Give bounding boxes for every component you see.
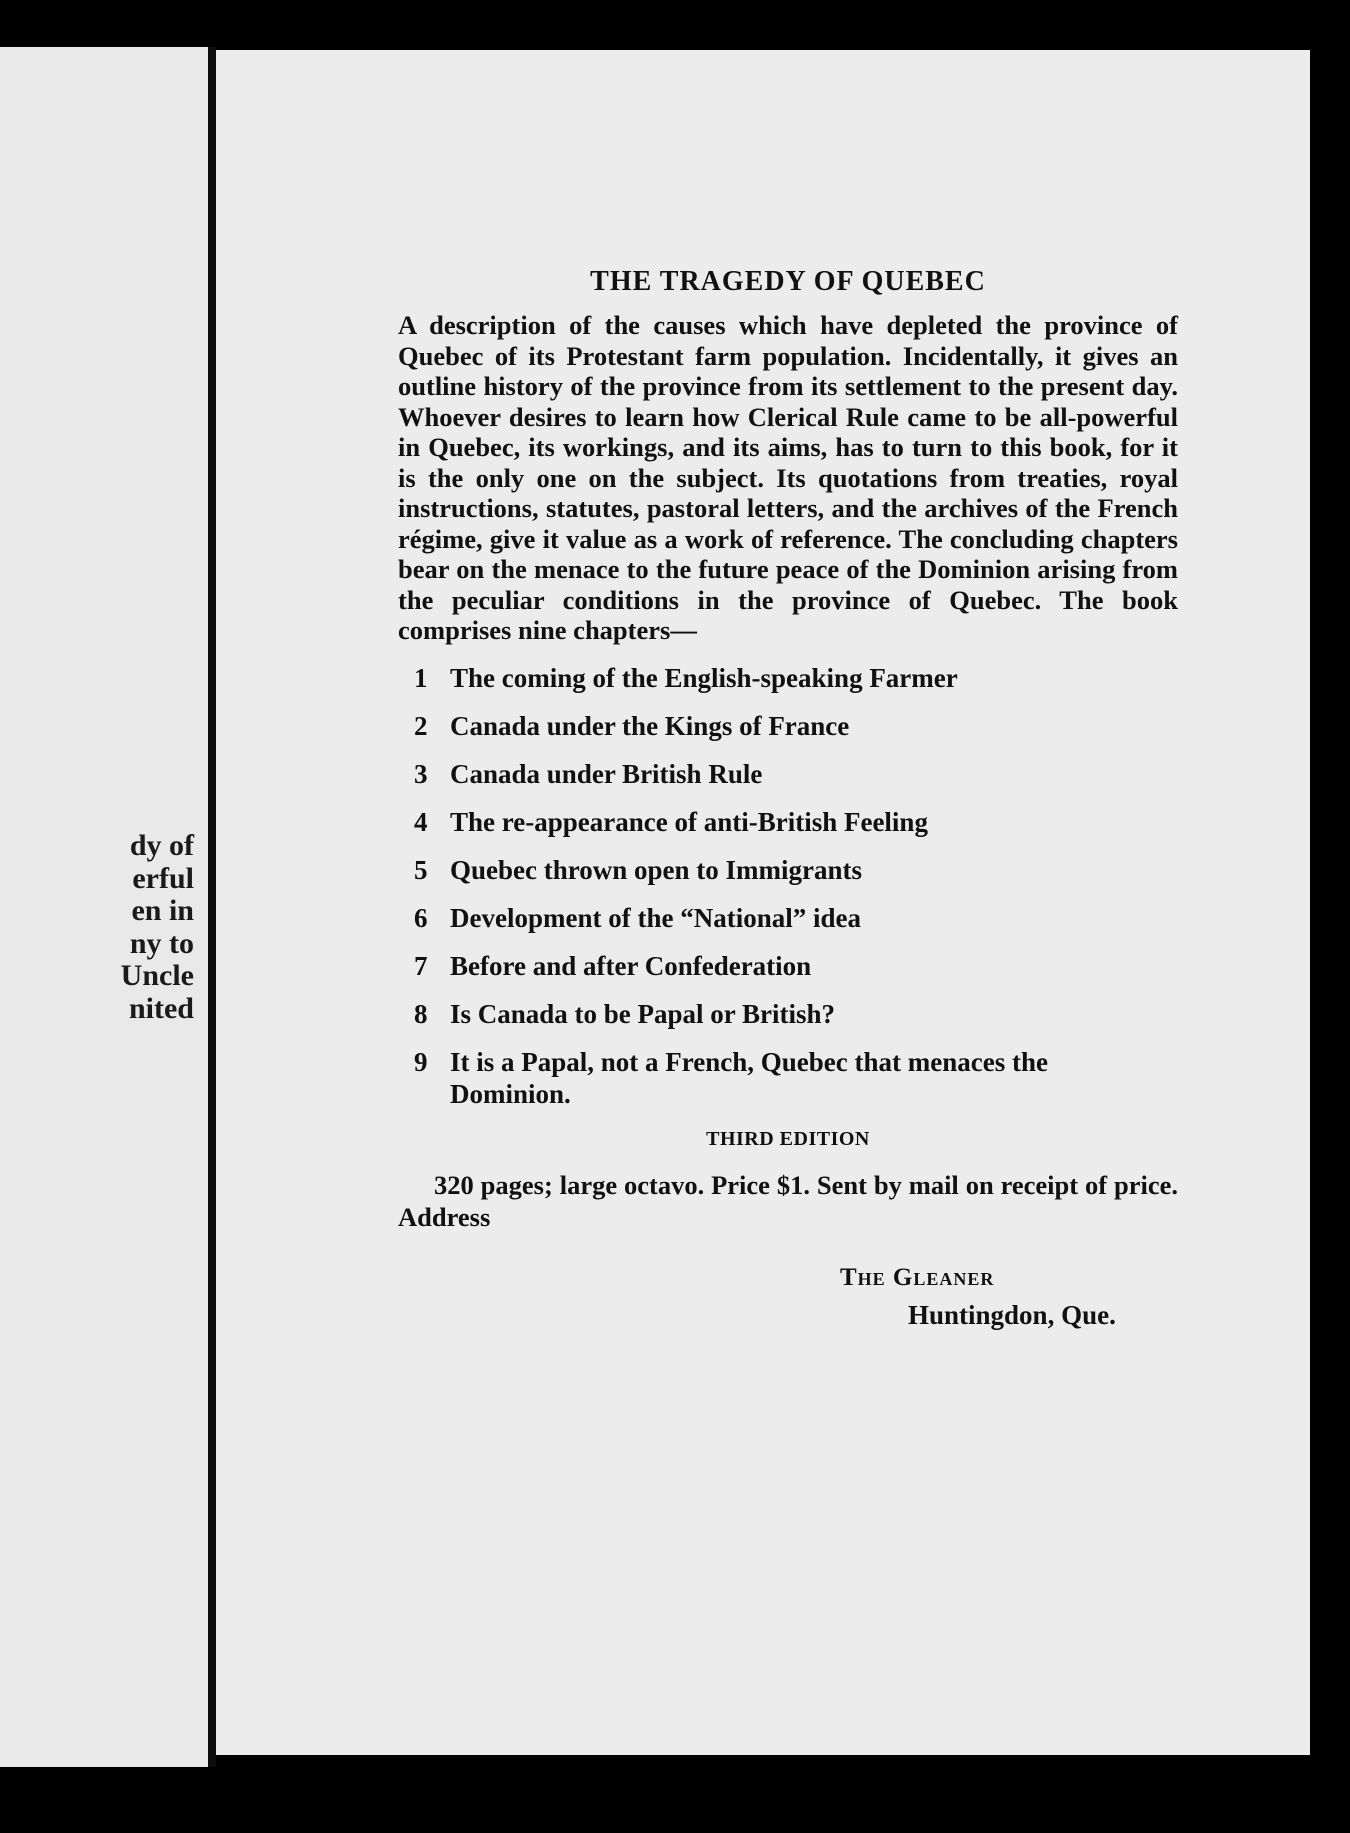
left-page-text-fragments [121,830,194,1025]
chapter-number: 7 [414,950,428,981]
chapter-title: Before and after Confederation [450,950,812,981]
book-title: THE TRAGEDY OF QUEBEC [590,266,986,297]
chapter-item [414,998,1178,1030]
left-fragment: en in [131,894,194,927]
chapter-item [414,710,1178,742]
chapter-number: 5 [414,854,428,885]
chapter-title: It is a Papal, not a French, Quebec that menaces the Dominion. [450,1046,1048,1109]
chapter-item [414,854,1178,886]
chapter-title: Development of the “National” idea [450,902,861,933]
left-page [0,47,208,1767]
chapter-number: 9 [414,1046,428,1077]
chapter-title: Canada under the Kings of France [450,710,850,741]
chapter-item [414,662,1178,694]
publisher-place: Huntingdon, Que. [908,1299,1116,1330]
chapter-number: 1 [414,662,428,693]
chapter-title: Quebec thrown open to Immigrants [450,854,863,885]
chapter-number: 4 [414,806,428,837]
chapter-list [398,662,1178,1110]
left-fragment: nited [128,991,194,1025]
left-fragment: erful [132,861,194,895]
edition-heading: THIRD EDITION [706,1127,870,1150]
left-fragment: dy of [129,829,194,862]
left-fragment: Uncle [120,959,194,992]
chapter-number: 6 [414,902,428,933]
book-gutter [208,47,216,1767]
publisher-block [398,1261,1178,1335]
chapter-item [414,950,1178,982]
chapter-number: 8 [414,998,428,1029]
book-description: A description of the causes which have depleted the province of Quebec of its Protestant farm population. Incidentally, it gives an outline history of the province from its settlement to the present day. Whoever desires to learn how Clerical Rule came to be all-powerful in Quebec, its workings, and its aims, has to turn to this book, for it is the only one on the subject. Its quotations from treaties, royal instructions, statutes, pastoral letters, and the archives of the French régime, give it value as a work of reference. The concluding chapters bear on the menace to the future peace of the Dominion arising from the peculiar conditions in the province of Quebec. The book comprises nine chapters— [398,310,1178,645]
chapter-title: Is Canada to be Papal or British? [450,998,836,1029]
advertisement [398,266,1178,1335]
publisher-name: The Gleaner [840,1263,995,1291]
chapter-title: The re-appearance of anti-British Feeling [450,806,928,837]
chapter-number: 2 [414,710,428,741]
price-info: 320 pages; large octavo. Price $1. Sent by mail on receipt of price. Address [398,1169,1178,1232]
chapter-title: Canada under British Rule [450,758,763,789]
chapter-number: 3 [414,758,428,789]
chapter-item [414,806,1178,838]
chapter-title: The coming of the English-speaking Farmer [450,662,958,693]
chapter-item [414,758,1178,790]
chapter-item [414,1046,1178,1110]
chapter-item [414,902,1178,934]
right-page [216,50,1310,1755]
left-fragment: ny to [129,926,194,960]
